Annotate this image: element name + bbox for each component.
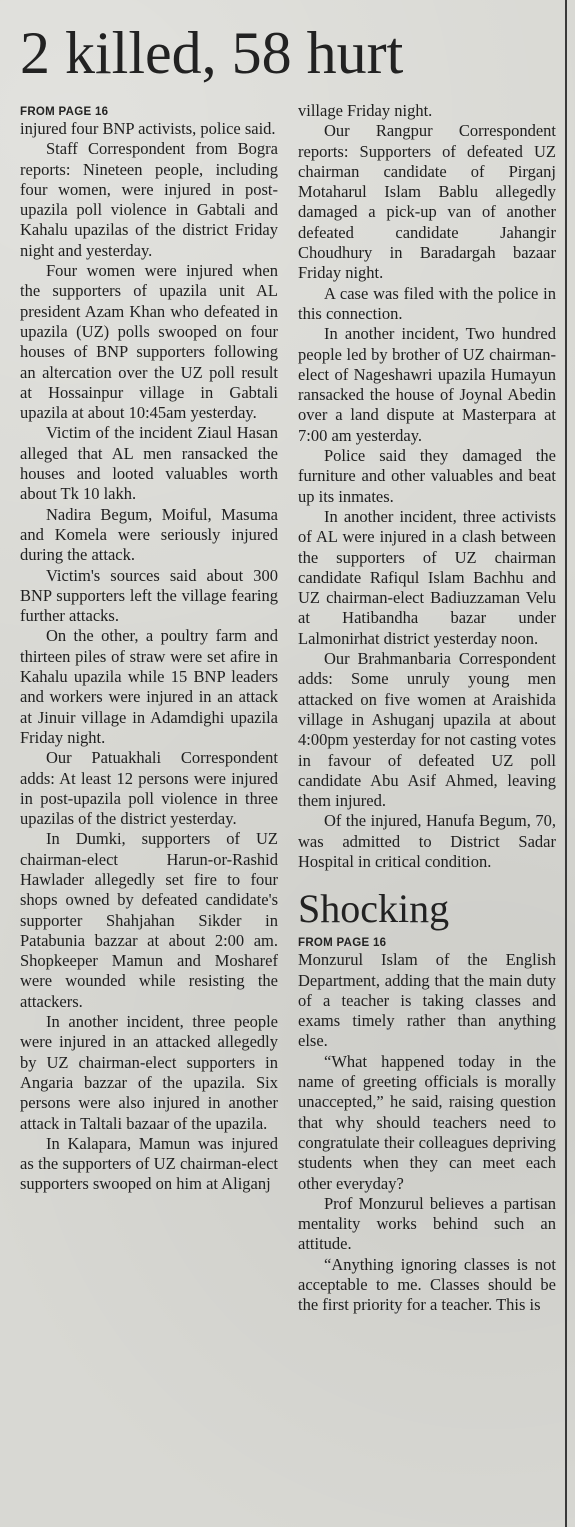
column-rule [565, 0, 567, 1527]
paragraph: village Friday night. [298, 101, 433, 120]
second-story-headline: Shocking [298, 886, 450, 932]
jump-label: FROM PAGE 16 [298, 937, 387, 950]
paragraph: Victim of the incident Ziaul Hasan alleged that AL men ransacked the houses and looted valuables worth about Tk 10 lakh. [20, 423, 278, 504]
paragraph: Of the injured, Hanufa Begum, 70, was admitted to District Sadar Hospital in critical condition. [298, 811, 556, 871]
right-column [298, 101, 556, 1316]
paragraph: Prof Monzurul believes a partisan mentality works behind such an attitude. [298, 1193, 556, 1254]
paragraph: In another incident, three people were injured in an attacked allegedly by UZ chairman-elect supporters in Angaria bazzar of the upazila. Six persons were also injured in another attack in Taltali bazaar of the upazila. [20, 1012, 278, 1133]
paragraph: In Kalapara, Mamun was injured as the supporters of UZ chairman-elect supporters swooped on him at Aliganj [20, 1133, 278, 1194]
paragraph: Our Patuakhali Correspondent adds: At least 12 persons were injured in post-upazila poll violence in three upazilas of the district yesterday. [20, 748, 278, 829]
paragraph: Nadira Begum, Moiful, Masuma and Komela were seriously injured during the attack. [20, 504, 278, 565]
left-column [20, 101, 278, 1195]
paragraph: In another incident, three activists of AL were injured in a clash between the supporters of UZ chairman candidate Rafiqul Islam Bachhu and UZ chairman-elect Badiuzzaman Velu at Hatibandha bazar under Lalmonirhat district yesterday noon. [298, 506, 556, 648]
paragraph: Police said they damaged the furniture and other valuables and beat up its inmates. [298, 446, 556, 506]
paragraph: Staff Correspondent from Bogra reports: Nineteen people, including four women, were injured in post-upazila poll violence in Gabtali and Kahalu upazilas of the district Friday night and yesterday. [20, 139, 278, 260]
paragraph: Our Rangpur Correspondent reports: Supporters of defeated UZ chairman candidate of Pirganj Motaharul Islam Bablu allegedly damaged a pick-up van of another defeated candidate Jahangir Choudhury in Baradargah bazaar Friday night. [298, 121, 556, 283]
paragraph: “What happened today in the name of greeting officials is morally unaccepted,” he said, raising question that why should teachers need to congratulate their colleagues depriving students when they can meet each other everyday? [298, 1051, 556, 1193]
paragraph: “Anything ignoring classes is not acceptable to me. Classes should be the first priority for a teacher. This is [298, 1254, 556, 1315]
paragraph: injured four BNP activists, police said. [20, 119, 276, 138]
paragraph: A case was filed with the police in this connection. [298, 283, 556, 323]
paragraph: Victim's sources said about 300 BNP supporters left the village fearing further attacks. [20, 565, 278, 626]
paragraph: Our Brahmanbaria Correspondent adds: Some unruly young men attacked on five women at Araishida village in Ashuganj upazila at about 4:00pm yesterday for not casting votes in favour of defeated UZ poll candidate Abu Asif Ahmed, leaving them injured. [298, 649, 556, 811]
paragraph: Four women were injured when the supporters of upazila unit AL president Azam Khan who defeated in upazila (UZ) polls swooped on four houses of BNP supporters following an altercation over the UZ poll result at Hossainpur village in Gabtali upazila at about 10:45am yesterday. [20, 261, 278, 423]
paragraph: On the other, a poultry farm and thirteen piles of straw were set afire in Kahalu upazila while 15 BNP leaders and workers were injured in an attack at Jinuir village in Adamdighi upazila Friday night. [20, 626, 278, 747]
paragraph: In Dumki, supporters of UZ chairman-elect Harun-or-Rashid Hawlader allegedly set fire to four shops owned by defeated candidate's supporter Shahjahan Sikder in Patabunia bazzar at about 2:00 am. Shopkeeper Mamun and Mosharef were wounded while resisting the attackers. [20, 829, 278, 1011]
headline: 2 killed, 58 hurt [20, 20, 404, 86]
paragraph: Monzurul Islam of the English Department, adding that the main duty of a teacher is taking classes and exams timely rather than anything else. [298, 950, 556, 1051]
jump-label: FROM PAGE 16 [20, 106, 109, 118]
paragraph: In another incident, Two hundred people led by brother of UZ chairman-elect of Nageshawri upazila Humayun ransacked the house of Joynal Abedin over a land dispute at Masterpara at 7:00 am yesterday. [298, 324, 556, 445]
